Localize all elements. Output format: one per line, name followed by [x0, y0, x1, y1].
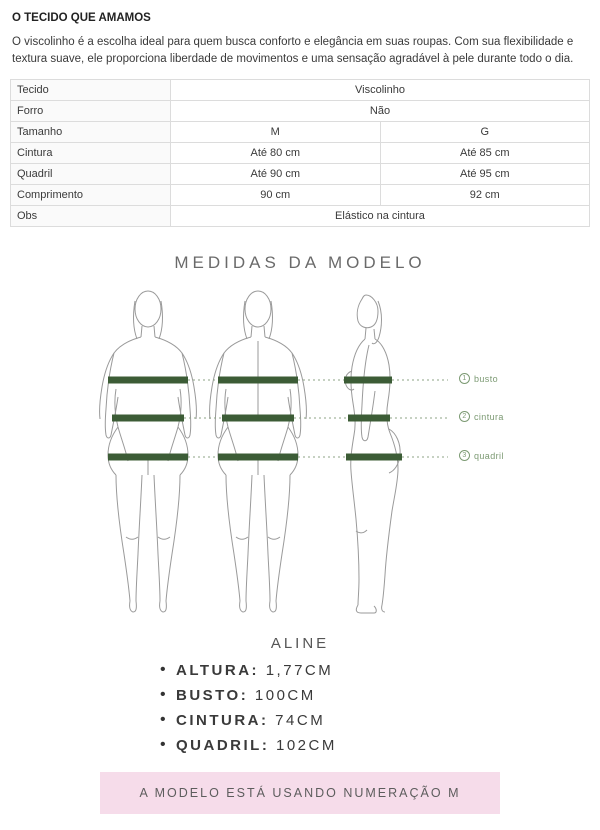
- row-value-m: Até 90 cm: [171, 164, 381, 185]
- legend-number: 2: [459, 411, 470, 422]
- row-value-m: Até 80 cm: [171, 143, 381, 164]
- row-label: Cintura: [11, 143, 171, 164]
- row-label: Obs: [11, 206, 171, 227]
- stat-value: 100CM: [254, 687, 316, 705]
- row-label: Quadril: [11, 164, 171, 185]
- row-value-m: M: [171, 122, 381, 143]
- row-value: Elástico na cintura: [171, 206, 590, 227]
- table-row: [11, 185, 590, 206]
- figure-front: [100, 291, 197, 612]
- page-title: O TECIDO QUE AMAMOS: [12, 12, 151, 24]
- spec-table: [10, 79, 590, 227]
- legend-label: cintura: [474, 411, 504, 422]
- model-figures: [10, 279, 590, 629]
- band-group-front: [108, 380, 188, 457]
- stat-label: ALTURA:: [176, 662, 260, 680]
- stat-label: QUADRIL:: [176, 737, 270, 755]
- row-value: Viscolinho: [171, 80, 590, 101]
- table-row: [11, 206, 590, 227]
- legend-item-busto: [459, 373, 498, 384]
- size-banner: A MODELO ESTÁ USANDO NUMERAÇÃO M: [100, 772, 500, 814]
- row-label: Tamanho: [11, 122, 171, 143]
- list-item: [160, 662, 590, 679]
- stat-value: 102CM: [276, 737, 337, 755]
- list-item: [160, 687, 590, 704]
- legend-number: 1: [459, 373, 470, 384]
- figure-back: [210, 291, 307, 612]
- table-row: [11, 143, 590, 164]
- legend-label: quadril: [474, 450, 504, 461]
- legend-label: busto: [474, 373, 499, 384]
- list-item: [160, 712, 590, 729]
- row-value-g: Até 85 cm: [380, 143, 590, 164]
- table-row: [11, 101, 590, 122]
- table-row: [11, 80, 590, 101]
- stat-value: 74CM: [275, 712, 326, 730]
- legend-item-quadril: [459, 450, 504, 461]
- intro-paragraph: O viscolinho é a escolha ideal para quem busca conforto e elegância em suas roupas. Com sua flexibilidade e textura suave, ele proporciona liberdade de movimentos e uma sensação agradável à pele durante todo o dia.: [12, 36, 574, 65]
- stat-label: BUSTO:: [176, 687, 249, 705]
- list-item: [160, 737, 590, 754]
- row-label: Forro: [11, 101, 171, 122]
- measurements-title: MEDIDAS DA MODELO: [174, 253, 426, 273]
- row-label: Comprimento: [11, 185, 171, 206]
- row-value-g: 92 cm: [380, 185, 590, 206]
- stat-label: CINTURA:: [176, 712, 269, 730]
- model-name: ALINE: [270, 635, 330, 653]
- row-value-g: G: [380, 122, 590, 143]
- model-stats-list: [160, 662, 590, 754]
- row-label: Tecido: [11, 80, 171, 101]
- body-diagram: [90, 279, 510, 629]
- row-value-g: Até 95 cm: [380, 164, 590, 185]
- table-row: [11, 122, 590, 143]
- row-value: Não: [171, 101, 590, 122]
- legend-number: 3: [459, 450, 470, 461]
- stat-value: 1,77CM: [265, 662, 334, 680]
- legend-item-cintura: [459, 411, 504, 422]
- table-row: [11, 164, 590, 185]
- row-value-m: 90 cm: [171, 185, 381, 206]
